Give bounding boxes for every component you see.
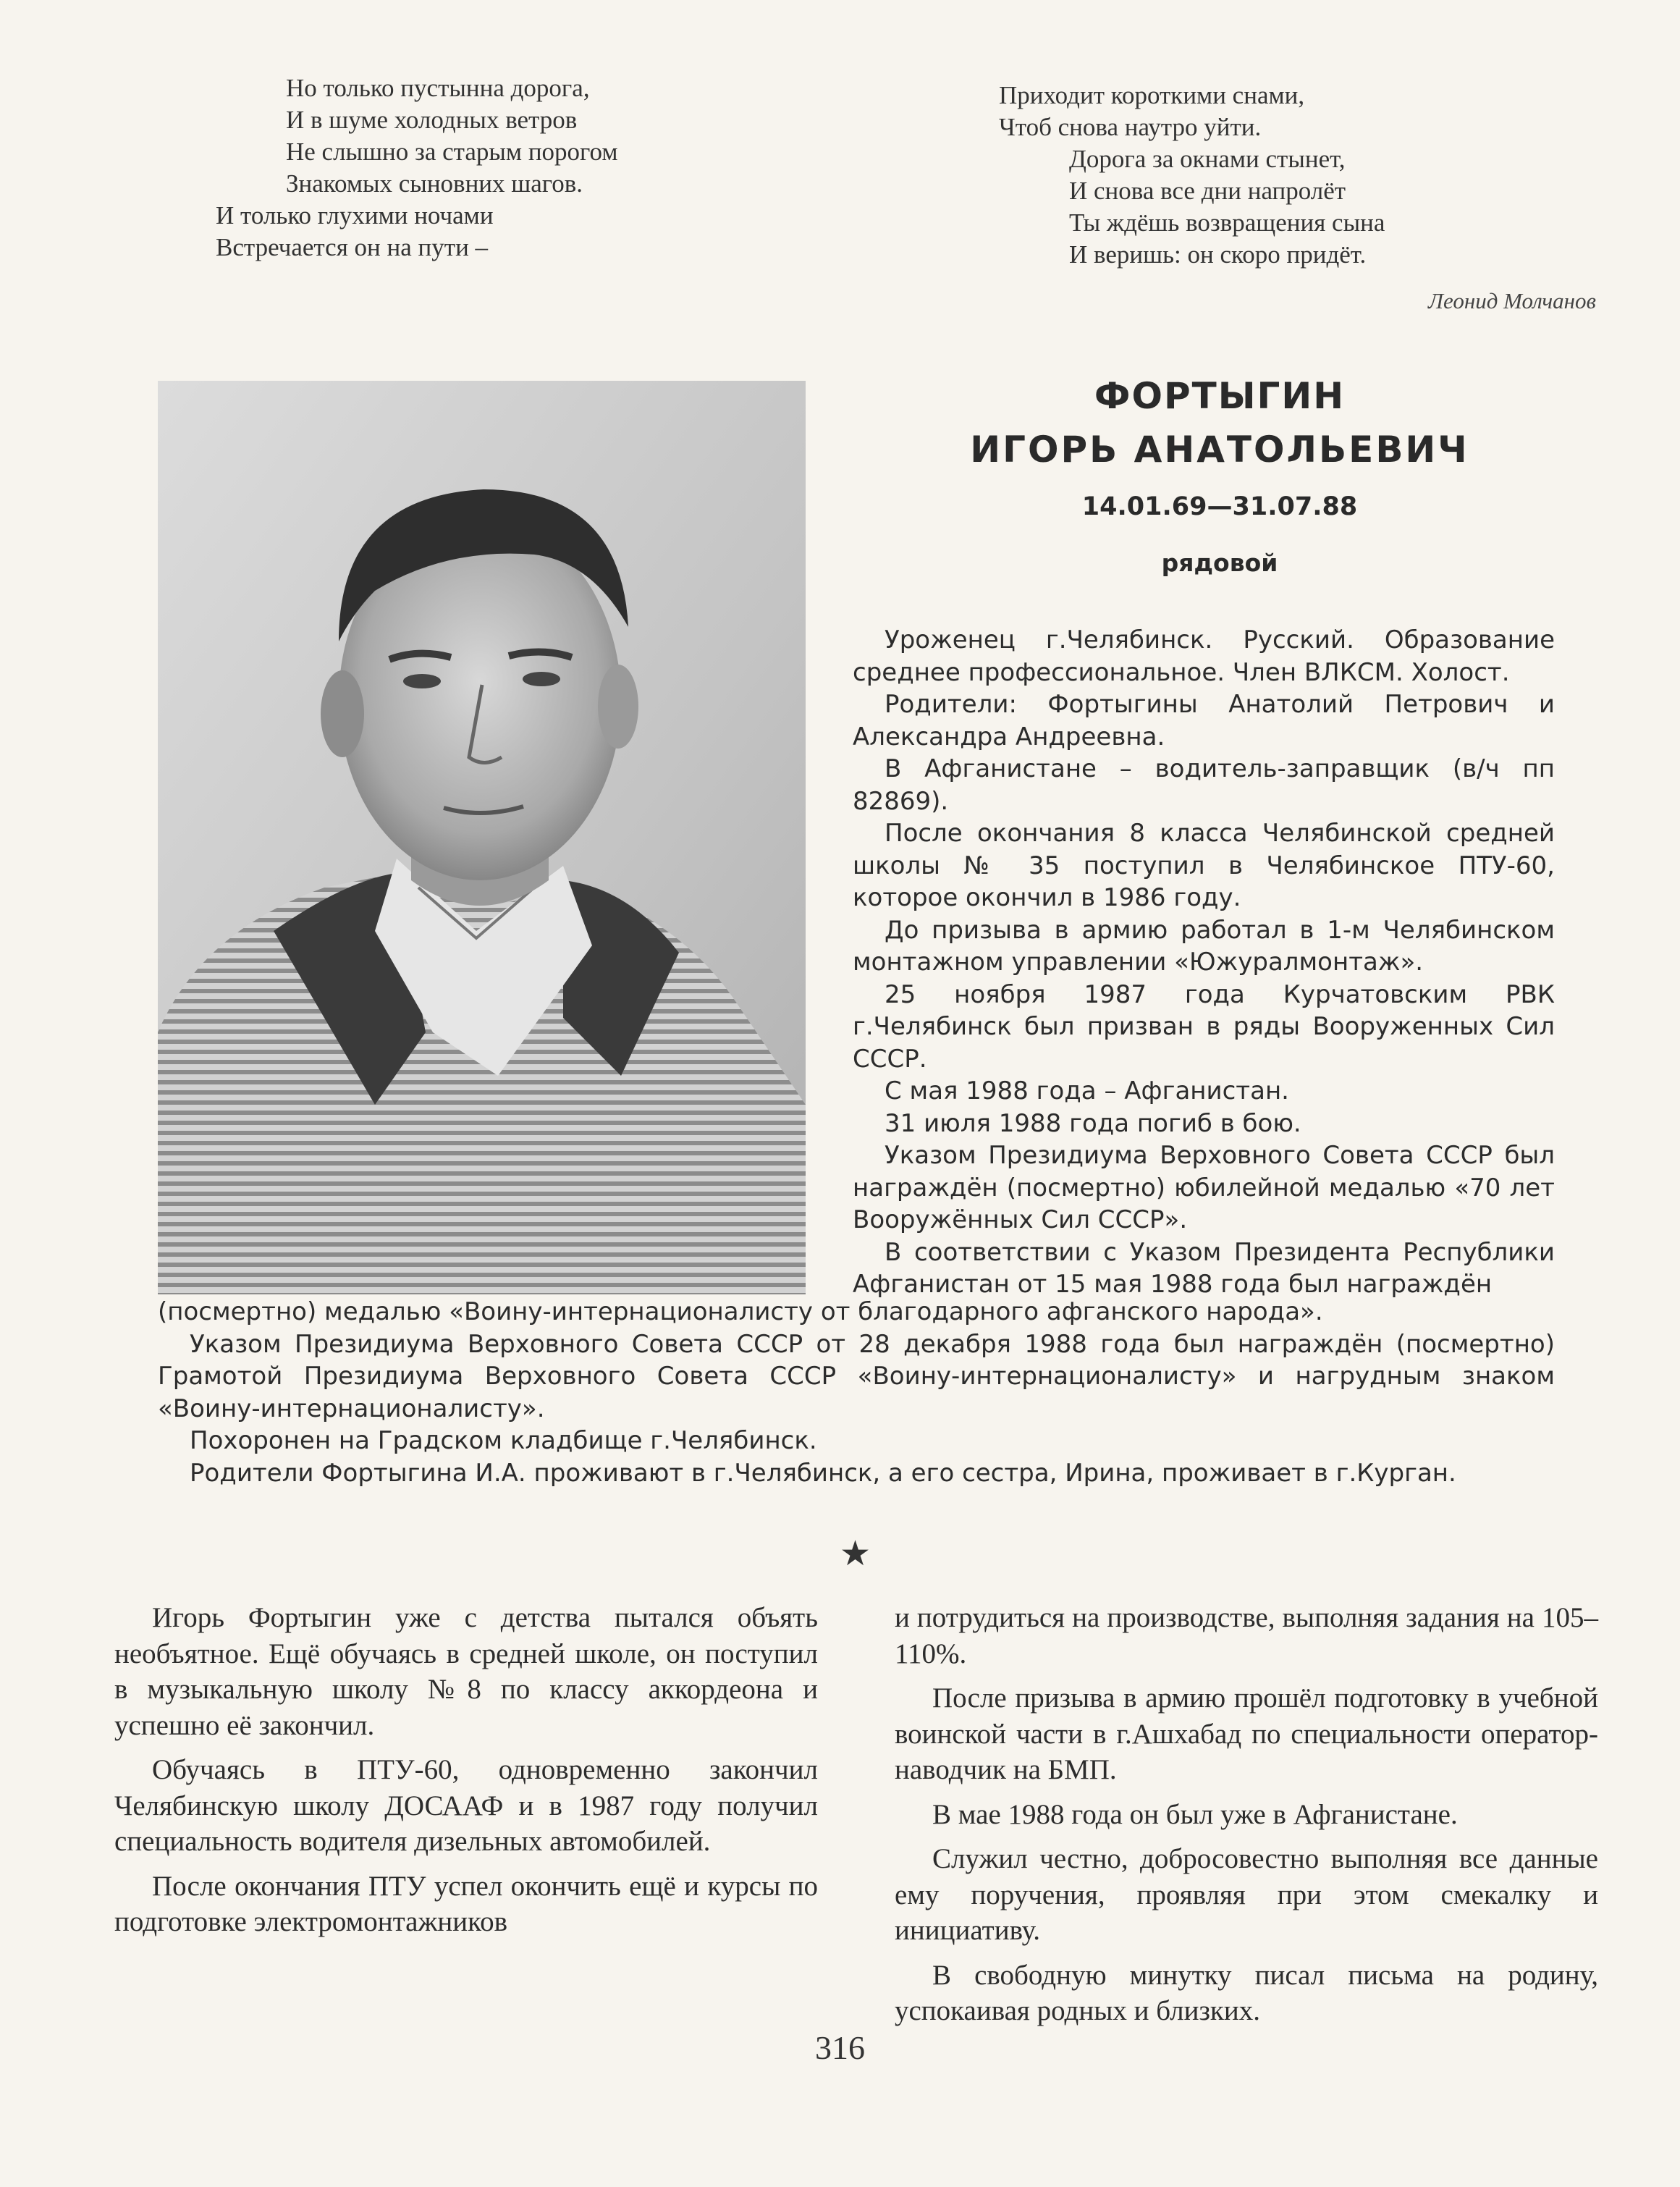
poem-line: И снова все дни напролёт — [1069, 177, 1346, 205]
bio-paragraph: С мая 1988 года – Афганистан. — [885, 1076, 1289, 1105]
poem-author: Леонид Молчанов — [1427, 288, 1596, 313]
bio-paragraph: Указом Президиума Верховного Совета СССР был награждён (посмертно) юбилейной медалью «70 лет Вооружённых Сил СССР». — [853, 1141, 1555, 1234]
biography-full-width — [158, 1296, 1555, 1489]
military-rank: рядовой — [1161, 549, 1278, 577]
bio-paragraph: 31 июля 1988 года погиб в бою. — [885, 1108, 1301, 1138]
poem-line: Чтоб снова наутро уйти. — [999, 113, 1262, 141]
bio-paragraph: Родители: Фортыгины Анатолий Петрович и Александра Андреевна. — [853, 690, 1555, 751]
story-paragraph: В мае 1988 года он был уже в Афганистане. — [932, 1798, 1458, 1830]
bio-paragraph: 25 ноября 1987 года Курчатовским РВК г.Челябинск был призван в ряды Вооруженных Сил СССР. — [853, 979, 1555, 1074]
poem-line: И веришь: он скоро придёт. — [1069, 240, 1367, 269]
poem-left-stanza — [216, 72, 618, 264]
story-paragraph: и потрудиться на производстве, выполняя задания на 105–110%. — [895, 1602, 1598, 1669]
page-number: 316 — [815, 2029, 865, 2066]
person-name: ИГОРЬ АНАТОЛЬЕВИЧ — [970, 429, 1469, 471]
bio-paragraph: (посмертно) медалью «Воину-интернационалисту от благодарного афганского народа». — [158, 1297, 1323, 1326]
star-separator-icon: ★ — [840, 1535, 871, 1573]
poem-line: Но только пустынна дорога, — [286, 74, 590, 102]
bio-paragraph: Уроженец г.Челябинск. Русский. Образование среднее профессиональное. Член ВЛКСМ. Холост. — [853, 625, 1555, 687]
portrait-photo — [158, 381, 806, 1294]
story-right-column — [895, 1600, 1598, 2038]
poem-line: И только глухими ночами — [216, 201, 494, 229]
story-left-column — [114, 1600, 818, 1949]
bio-paragraph: Родители Фортыгина И.А. проживают в г.Челябинск, а его сестра, Ирина, проживает в г.Курган. — [190, 1458, 1456, 1488]
bio-paragraph: В соответствии с Указом Президента Республики Афганистан от 15 мая 1988 года был награждён — [853, 1237, 1555, 1299]
story-paragraph: Служил честно, добросовестно выполняя все данные ему поручения, проявляя при этом смекалку и инициативу. — [895, 1843, 1598, 1946]
poem-right-stanza — [999, 80, 1385, 271]
poem-line: Встречается он на пути – — [216, 233, 489, 261]
life-dates: 14.01.69—31.07.88 — [1081, 492, 1358, 521]
poem-line: Приходит короткими снами, — [999, 81, 1305, 109]
story-paragraph: После призыва в армию прошёл подготовку в учебной воинской части в г.Ашхабад по специальности оператор-наводчик на БМП. — [895, 1682, 1598, 1785]
bio-paragraph: Указом Президиума Верховного Совета СССР от 28 декабря 1988 года был награждён (посмертно) Грамотой Президиума Верховного Совета СССР «Воину-интернационалисту» и нагрудным знаком «Воину-интернационалисту». — [158, 1329, 1555, 1423]
story-paragraph: После окончания ПТУ успел окончить ещё и курсы по подготовке электромонтажников — [114, 1870, 818, 1937]
poem-line: Ты ждёшь возвращения сына — [1069, 208, 1385, 237]
person-surname: ФОРТЫГИН — [1094, 375, 1346, 417]
poem-line: И в шуме холодных ветров — [286, 106, 578, 134]
story-paragraph: Обучаясь в ПТУ-60, одновременно закончил Челябинскую школу ДОСААФ и в 1987 году получил специальность водителя дизельных автомобилей. — [114, 1754, 818, 1857]
poem-line: Знакомых сыновних шагов. — [286, 169, 583, 198]
bio-paragraph: Похоронен на Градском кладбище г.Челябинск. — [190, 1426, 817, 1455]
bio-paragraph: В Афганистане – водитель-заправщик (в/ч пп 82869). — [853, 754, 1555, 816]
biography-column — [853, 624, 1555, 1301]
poem-line: Дорога за окнами стынет, — [1069, 145, 1346, 173]
bio-paragraph: После окончания 8 класса Челябинской средней школы № 35 поступил в Челябинское ПТУ-60, которое окончил в 1986 году. — [853, 819, 1555, 912]
story-paragraph: Игорь Фортыгин уже с детства пытался объять необъятное. Ещё обучаясь в средней школе, он поступил в музыкальную школу №8 по классу аккордеона и успешно её закончил. — [114, 1602, 818, 1741]
bio-paragraph: До призыва в армию работал в 1-м Челябинском монтажном управлении «Южуралмонтаж». — [853, 915, 1555, 977]
poem-line: Не слышно за старым порогом — [286, 138, 618, 166]
story-paragraph: В свободную минутку писал письма на родину, успокаивая родных и близких. — [895, 1959, 1598, 2026]
